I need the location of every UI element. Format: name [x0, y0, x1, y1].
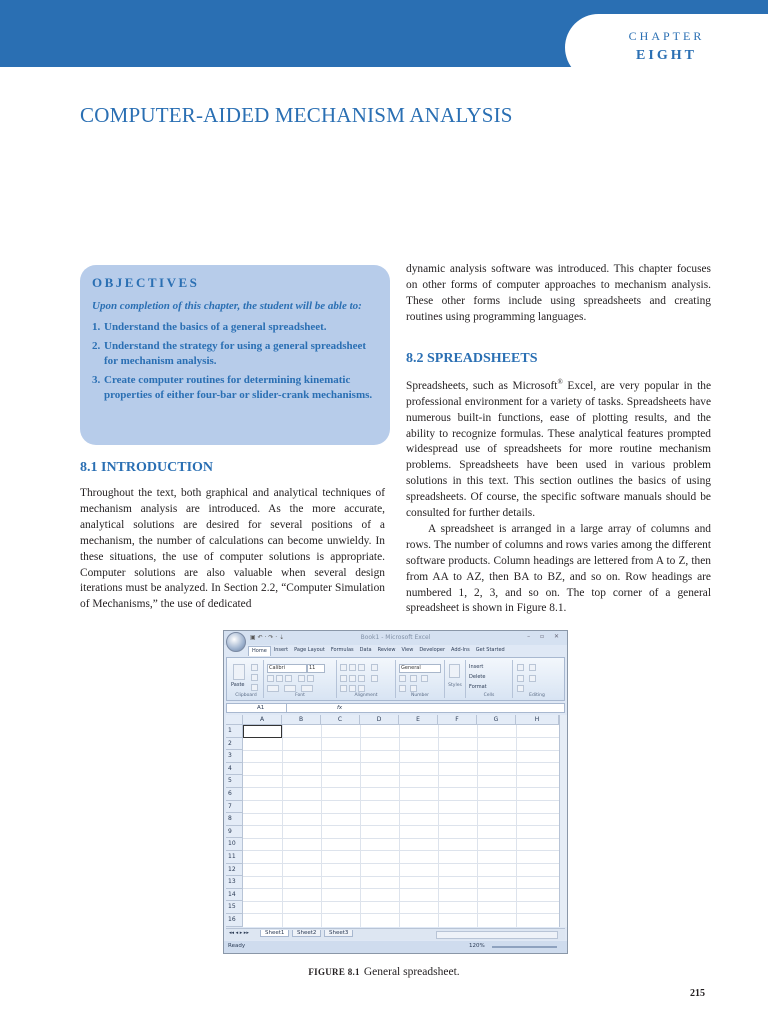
- tab-data[interactable]: Data: [359, 647, 372, 653]
- fill-color-icon[interactable]: [284, 685, 296, 692]
- tab-page-layout[interactable]: Page Layout: [294, 647, 325, 653]
- registered-mark: ®: [557, 378, 563, 386]
- orientation-icon[interactable]: [358, 685, 365, 692]
- row-header[interactable]: 14: [226, 889, 243, 902]
- insert-function-icon[interactable]: fx: [337, 705, 343, 711]
- number-group: [396, 660, 445, 698]
- percent-icon[interactable]: [410, 675, 417, 682]
- para1-pre: Spreadsheets, such as Microsoft: [406, 379, 558, 392]
- merge-center-icon[interactable]: [371, 675, 378, 682]
- caption-label: FIGURE 8.1: [308, 967, 360, 977]
- continued-text: dynamic analysis software was introduced. This chapter focuses on other forms of computer approaches to mechanism analysis. These other forms include using spreadsheets and creating routines using programming languages.: [406, 263, 711, 323]
- horizontal-scrollbar[interactable]: [436, 931, 558, 939]
- row-header[interactable]: 6: [226, 788, 243, 801]
- window-control-buttons[interactable]: – ▫ ✕: [527, 633, 563, 640]
- worksheet-grid[interactable]: [226, 715, 559, 927]
- font-size-select[interactable]: 11: [307, 664, 325, 673]
- currency-icon[interactable]: [399, 675, 406, 682]
- paste-label: Paste: [231, 682, 245, 688]
- introduction-paragraph: [80, 486, 385, 613]
- column-header[interactable]: E: [399, 715, 438, 725]
- grow-font-icon[interactable]: [298, 675, 305, 682]
- caption-text: General spreadsheet.: [363, 966, 460, 978]
- wrap-text-icon[interactable]: [371, 664, 378, 671]
- editing-group-label: Editing: [529, 693, 545, 698]
- sort-filter-icon[interactable]: [529, 664, 536, 671]
- office-button-icon[interactable]: [226, 632, 246, 652]
- objectives-heading: OBJECTIVES: [92, 275, 200, 290]
- column-header[interactable]: A: [243, 715, 282, 725]
- alignment-group: [337, 660, 396, 698]
- decrease-decimal-icon[interactable]: [410, 685, 417, 692]
- quick-access-toolbar[interactable]: ▣ ↶ · ↷ · ⇣: [250, 634, 285, 641]
- cells-group-label: Cells: [483, 693, 495, 698]
- row-header[interactable]: 4: [226, 763, 243, 776]
- editing-group: [513, 660, 561, 698]
- ribbon-tabs: [248, 646, 508, 656]
- insert-cells-button[interactable]: Insert: [469, 664, 484, 670]
- decrease-indent-icon[interactable]: [340, 685, 347, 692]
- select-all-corner[interactable]: [226, 715, 243, 725]
- objective-number: 3.: [92, 374, 101, 386]
- objective-item: [92, 373, 378, 403]
- font-group-label: Font: [295, 693, 305, 698]
- objective-number: 1.: [92, 321, 101, 333]
- objectives-intro: Upon completion of this chapter, the student will be able to:: [92, 300, 362, 312]
- chapter-number: EIGHT: [636, 48, 697, 63]
- objective-text: Understand the strategy for using a general spreadsheet for mechanism analysis.: [104, 340, 367, 367]
- row-header[interactable]: 5: [226, 775, 243, 788]
- spreadsheets-paragraph-2: A spreadsheet is arranged in a large array of columns and rows. The number of columns and rows varies among the different software products. Column headings are lettered from A to Z, then from AA to AZ, then BA to BZ, and so on. Row headings are numbered 1, 2, 3, and so on. The top corner of a general spreadsheet is shown in Figure 8.1.: [406, 522, 711, 615]
- align-top-icon[interactable]: [340, 664, 347, 671]
- section-heading-introduction: 8.1 INTRODUCTION: [80, 460, 214, 475]
- zoom-level: 120%: [469, 943, 485, 949]
- align-left-icon[interactable]: [340, 675, 347, 682]
- comma-style-icon[interactable]: [421, 675, 428, 682]
- chapter-label-box: [565, 14, 768, 81]
- zoom-slider[interactable]: [492, 946, 557, 948]
- sheet-tab-sheet2[interactable]: Sheet2: [292, 930, 321, 937]
- vertical-scrollbar[interactable]: [559, 715, 568, 927]
- font-name-select[interactable]: Calibri: [267, 664, 307, 673]
- styles-icon[interactable]: [449, 664, 460, 678]
- align-center-icon[interactable]: [349, 675, 356, 682]
- row-header[interactable]: 11: [226, 851, 243, 864]
- sheet-tab-sheet1[interactable]: Sheet1: [260, 930, 289, 937]
- column-header[interactable]: F: [438, 715, 477, 725]
- tab-add-ins[interactable]: Add-Ins: [451, 647, 470, 653]
- excel-title-bar: [224, 631, 567, 645]
- sheet-navigation-icon[interactable]: ◂◂ ◂ ▸ ▸▸: [229, 930, 249, 936]
- spreadsheets-body: [406, 375, 711, 617]
- styles-group-label: Styles: [448, 683, 462, 688]
- row-header[interactable]: 10: [226, 838, 243, 851]
- tab-get-started[interactable]: Get Started: [475, 647, 505, 653]
- name-box[interactable]: A1: [227, 704, 287, 712]
- row-header[interactable]: 1: [226, 725, 243, 738]
- para1-post: Excel, are very popular in the professional environment for a variety of tasks. Spreadsheets have numerous built-in functions, ease of plotting results, and the ability to recognize formulas. These analytical features prompted widespread use of spreadsheets for more routine mechanism problems. Spreadsheets have been used in various problem solutions in this text. This section outlines the basics of using spreadsheets. Of course, the specific software manuals should be consulted for further details.: [406, 379, 711, 520]
- increase-decimal-icon[interactable]: [399, 685, 406, 692]
- copy-icon[interactable]: [251, 674, 258, 681]
- tab-insert[interactable]: Insert: [273, 647, 289, 653]
- objective-text: Understand the basics of a general spreadsheet.: [104, 321, 327, 333]
- row-header[interactable]: 13: [226, 876, 243, 889]
- sheet-tab-sheet3[interactable]: Sheet3: [324, 930, 353, 937]
- objective-item: [92, 320, 378, 335]
- cut-icon[interactable]: [251, 664, 258, 671]
- underline-icon[interactable]: [285, 675, 292, 682]
- column-header[interactable]: H: [516, 715, 559, 725]
- borders-icon[interactable]: [267, 685, 279, 692]
- autosum-icon[interactable]: [517, 664, 524, 671]
- row-header[interactable]: 16: [226, 914, 243, 927]
- font-color-icon[interactable]: [301, 685, 313, 692]
- delete-cells-button[interactable]: Delete: [469, 674, 486, 680]
- figure-caption: [0, 966, 768, 978]
- format-painter-icon[interactable]: [251, 684, 258, 691]
- cells-group: [466, 660, 513, 698]
- align-right-icon[interactable]: [358, 675, 365, 682]
- chapter-title: COMPUTER-AIDED MECHANISM ANALYSIS: [80, 103, 513, 127]
- increase-indent-icon[interactable]: [349, 685, 356, 692]
- styles-group: [445, 660, 466, 698]
- shrink-font-icon[interactable]: [307, 675, 314, 682]
- tab-home[interactable]: Home: [248, 646, 271, 656]
- italic-icon[interactable]: [276, 675, 283, 682]
- column-header[interactable]: B: [282, 715, 321, 725]
- row-header[interactable]: 9: [226, 826, 243, 839]
- alignment-group-label: Alignment: [354, 693, 378, 698]
- align-bottom-icon[interactable]: [358, 664, 365, 671]
- tab-review[interactable]: Review: [377, 647, 396, 653]
- align-middle-icon[interactable]: [349, 664, 356, 671]
- objective-text: Create computer routines for determining kinematic properties of either four-bar or slider-crank mechanisms.: [104, 374, 373, 401]
- active-cell-a1[interactable]: [243, 725, 282, 738]
- tab-view[interactable]: View: [401, 647, 414, 653]
- chapter-word: CHAPTER: [628, 29, 705, 43]
- objective-number: 2.: [92, 340, 101, 352]
- clipboard-group-label: Clipboard: [235, 693, 257, 698]
- column-header[interactable]: G: [477, 715, 516, 725]
- status-text: Ready: [228, 943, 246, 949]
- section-heading-spreadsheets: 8.2 SPREADSHEETS: [406, 351, 538, 366]
- page-number: 215: [690, 988, 705, 999]
- introduction-text: Throughout the text, both graphical and analytical techniques of mechanism analysis are introduced. As the more accurate, analytical solutions are desired for several positions of a mechanism, the number of calculations can become unwieldy. In these situations, the use of computer solutions is appropriate. Computer solutions are also valuable when several design iterations must be analyzed. In Section 2.2, “Computer Simulation of Mechanisms,” the use of dedicated: [80, 487, 385, 611]
- clear-icon[interactable]: [517, 685, 524, 692]
- row-header[interactable]: 2: [226, 738, 243, 751]
- status-bar: [224, 941, 567, 953]
- spreadsheets-paragraph-1: [406, 375, 711, 522]
- row-header[interactable]: 12: [226, 864, 243, 877]
- row-header[interactable]: 3: [226, 750, 243, 763]
- sheet-tab-bar: [226, 928, 565, 940]
- tab-developer[interactable]: Developer: [419, 647, 446, 653]
- row-header[interactable]: 8: [226, 813, 243, 826]
- formula-bar: [226, 703, 565, 713]
- bold-icon[interactable]: [267, 675, 274, 682]
- row-header[interactable]: 7: [226, 801, 243, 814]
- row-header[interactable]: 15: [226, 901, 243, 914]
- objectives-box: [80, 265, 390, 445]
- find-select-icon[interactable]: [529, 675, 536, 682]
- column-header[interactable]: D: [360, 715, 399, 725]
- tab-formulas[interactable]: Formulas: [330, 647, 354, 653]
- continued-paragraph: [406, 262, 711, 326]
- column-header[interactable]: C: [321, 715, 360, 725]
- font-group: [264, 660, 337, 698]
- number-format-select[interactable]: General: [399, 664, 441, 673]
- excel-screenshot: [223, 630, 568, 954]
- fill-icon[interactable]: [517, 675, 524, 682]
- ribbon: [226, 657, 565, 701]
- number-group-label: Number: [410, 693, 430, 698]
- paste-icon[interactable]: [233, 664, 245, 680]
- excel-window-title: Book1 - Microsoft Excel: [360, 634, 431, 641]
- objective-item: [92, 339, 378, 369]
- clipboard-group: [229, 660, 264, 698]
- format-cells-button[interactable]: Format: [469, 684, 487, 690]
